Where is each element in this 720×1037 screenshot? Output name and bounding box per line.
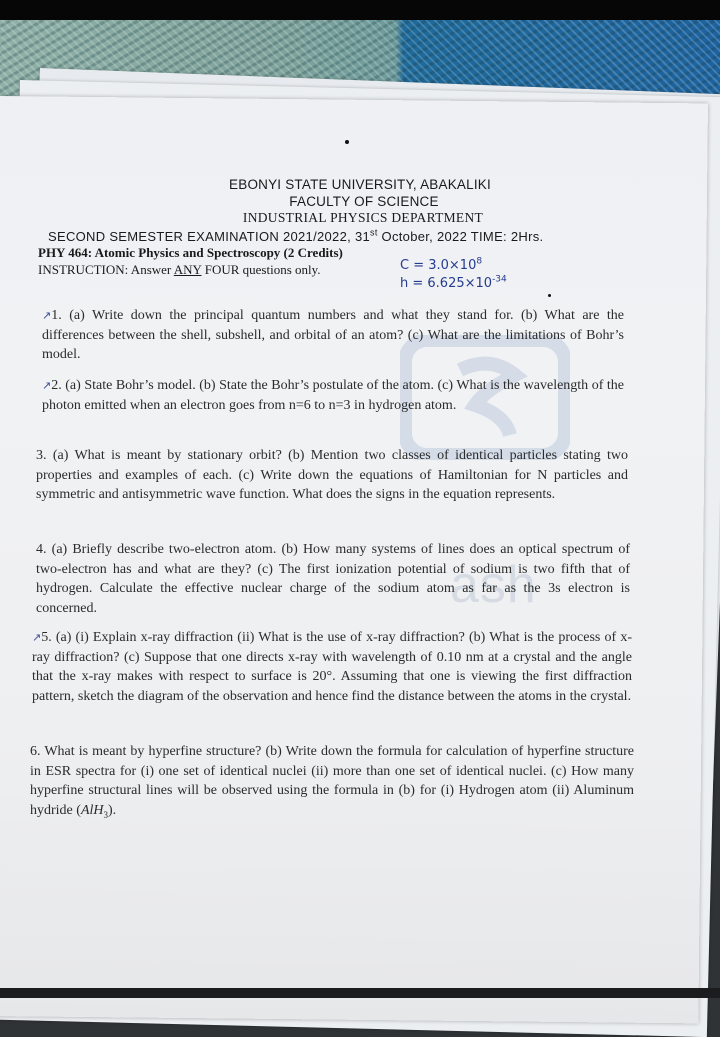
ink-dot <box>548 294 551 297</box>
handwritten-planck-constant: $h = 6.625\times 10^{-34}$ <box>400 274 507 291</box>
exam-title: SECOND SEMESTER EXAMINATION 2021/2022, 31st October, 2022 TIME: 2Hrs. <box>48 227 544 244</box>
instruction: INSTRUCTION: Answer ANY FOUR questions only. <box>38 262 321 277</box>
bottom-shadow <box>0 988 720 998</box>
department-name: INDUSTRIAL PHYSICS DEPARTMENT <box>242 210 484 225</box>
question-2: ↗2. (a) State Bohr’s model. (b) State the Bohr’s postulate of the atom. (c) What is the wavelength of the photon emitted when an electron goes from n=6 to n=3 in hydrogen atom. <box>42 378 624 413</box>
exam-header <box>0 176 720 226</box>
watermark-text: ash <box>450 556 537 614</box>
faculty-name: FACULTY OF SCIENCE <box>289 194 439 209</box>
question-4: 4. (a) Briefly describe two-electron atom. (b) How many systems of lines does an optical spectrum of two-electron has and what are they? (c) The first ionization potential of sodium is two fifth that of hydrogen. Calculate the effective nuclear charge of the sodium atom as far as the 3s electron is concerned. <box>36 542 630 616</box>
question-6: 6. What is meant by hyperfine structure? (b) Write down the formula for calculation of hyperfine structure in ESR spectra for (i) one set of identical nuclei (ii) more than one set of identical nuclei. (c) How many hyperfine structural lines will be observed using the formula in (b) for (i) Hydrogen atom (ii) Aluminum hydride (AlH$_3$). <box>30 744 634 820</box>
question-3: 3. (a) What is meant by stationary orbit? (b) Mention two classes of identical particles stating two properties and examples of each. (c) Write down the equations of Hamiltonian for N particles and symmetric and antisymmetric wave function. What does the signs in the equation represents. <box>36 448 629 502</box>
ink-dot <box>345 140 349 144</box>
course-title: PHY 464: Atomic Physics and Spectroscopy (2 Credits) <box>38 245 343 260</box>
question-1: ↗1. (a) Write down the principal quantum numbers and what they stand for. (b) What are the differences between the shell, subshell, and orbital of an atom? (c) What are the limitations of Bohr’s model. <box>42 308 625 362</box>
top-black-bar <box>0 0 720 20</box>
handwritten-speed-of-light: $C = 3.0\times 10^8$ <box>400 256 483 273</box>
question-5: ↗5. (a) (i) Explain x-ray diffraction (ii) What is the use of x-ray diffraction? (b) What is the process of x-ray diffraction? (c) Suppose that one directs x-ray with wavelength of 0.10 nm at a crystal and the angle that the x-ray makes with respect to surface is 20°. Assuming that one is viewing the first diffraction pattern, sketch the diagram of the observation and hence find the distance between the atoms in the crystal. <box>32 630 633 704</box>
university-name: EBONYI STATE UNIVERSITY, ABAKALIKI <box>229 177 491 192</box>
